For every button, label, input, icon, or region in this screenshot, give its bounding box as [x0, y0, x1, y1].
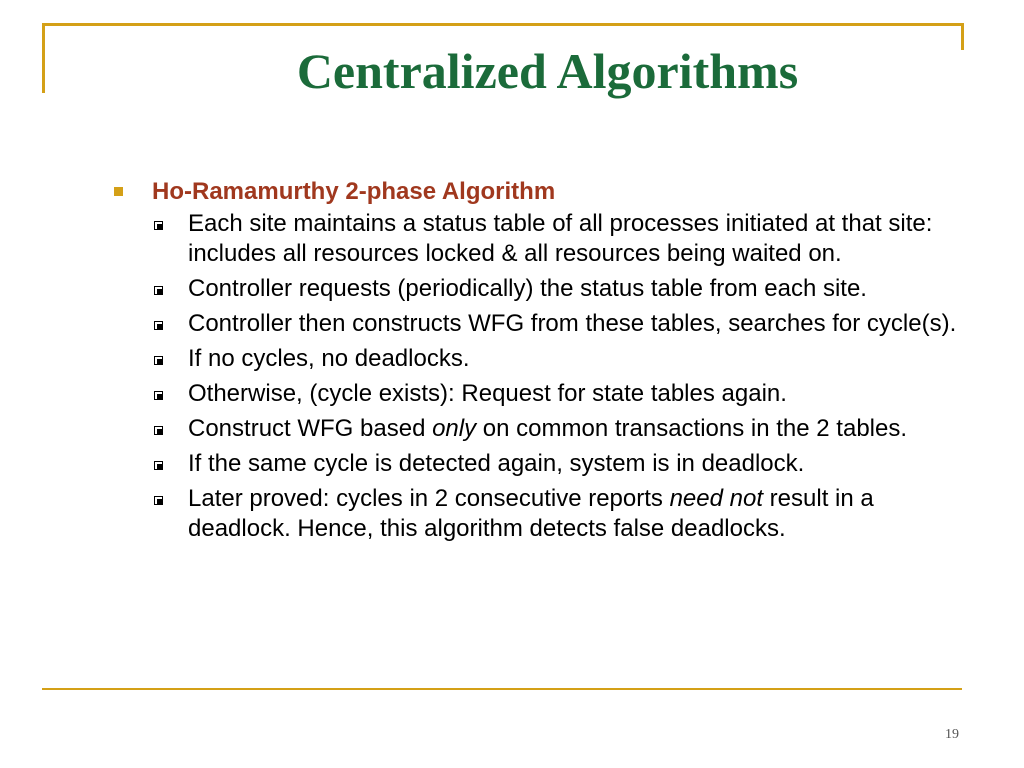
checkbox-bullet-icon	[154, 461, 163, 470]
bullet-text: on common transactions in the 2 tables.	[476, 415, 908, 442]
slide-title: Centralized Algorithms	[296, 43, 799, 99]
sub-bullet-item	[110, 449, 970, 479]
bullet-text: Construct WFG based	[188, 415, 433, 442]
bullet-text: Controller then constructs WFG from these tables, searches for cycle(s).	[188, 310, 957, 337]
bullet-text: result in a deadlock. Hence, this algorithm detects false deadlocks.	[188, 485, 874, 542]
bullet-text: If the same cycle is detected again, system is in deadlock.	[188, 450, 805, 477]
checkbox-bullet-icon	[154, 221, 163, 230]
checkbox-bullet-icon	[154, 321, 163, 330]
frame-bottom-line	[42, 688, 962, 690]
sub-bullet-item	[110, 309, 970, 339]
bullet-text: Later proved: cycles in 2 consecutive reports	[188, 485, 670, 512]
main-bullet	[110, 176, 970, 207]
square-bullet-icon	[114, 187, 123, 196]
sub-bullet-item	[110, 414, 970, 444]
sub-bullet-item	[110, 484, 970, 544]
slide-content	[110, 176, 970, 549]
main-bullet-heading: Ho-Ramamurthy 2-phase Algorithm	[152, 178, 556, 205]
sub-bullet-list	[110, 209, 970, 544]
frame-top-line	[42, 23, 962, 26]
checkbox-bullet-icon	[154, 426, 163, 435]
checkbox-bullet-icon	[154, 356, 163, 365]
bullet-text: Each site maintains a status table of all processes initiated at that site: includes all resources locked & all resources being waited on.	[188, 210, 933, 267]
checkbox-bullet-icon	[154, 286, 163, 295]
bullet-text: Otherwise, (cycle exists): Request for state tables again.	[188, 380, 787, 407]
emphasis-text: only	[432, 415, 477, 442]
checkbox-bullet-icon	[154, 496, 163, 505]
sub-bullet-item	[110, 344, 970, 374]
checkbox-bullet-icon	[154, 391, 163, 400]
emphasis-text: need not	[669, 485, 763, 512]
bullet-text: If no cycles, no deadlocks.	[188, 345, 470, 372]
bullet-text: Controller requests (periodically) the status table from each site.	[188, 275, 867, 302]
sub-bullet-item	[110, 274, 970, 304]
sub-bullet-item	[110, 379, 970, 409]
page-number: 19	[945, 727, 959, 742]
sub-bullet-item	[110, 209, 970, 269]
